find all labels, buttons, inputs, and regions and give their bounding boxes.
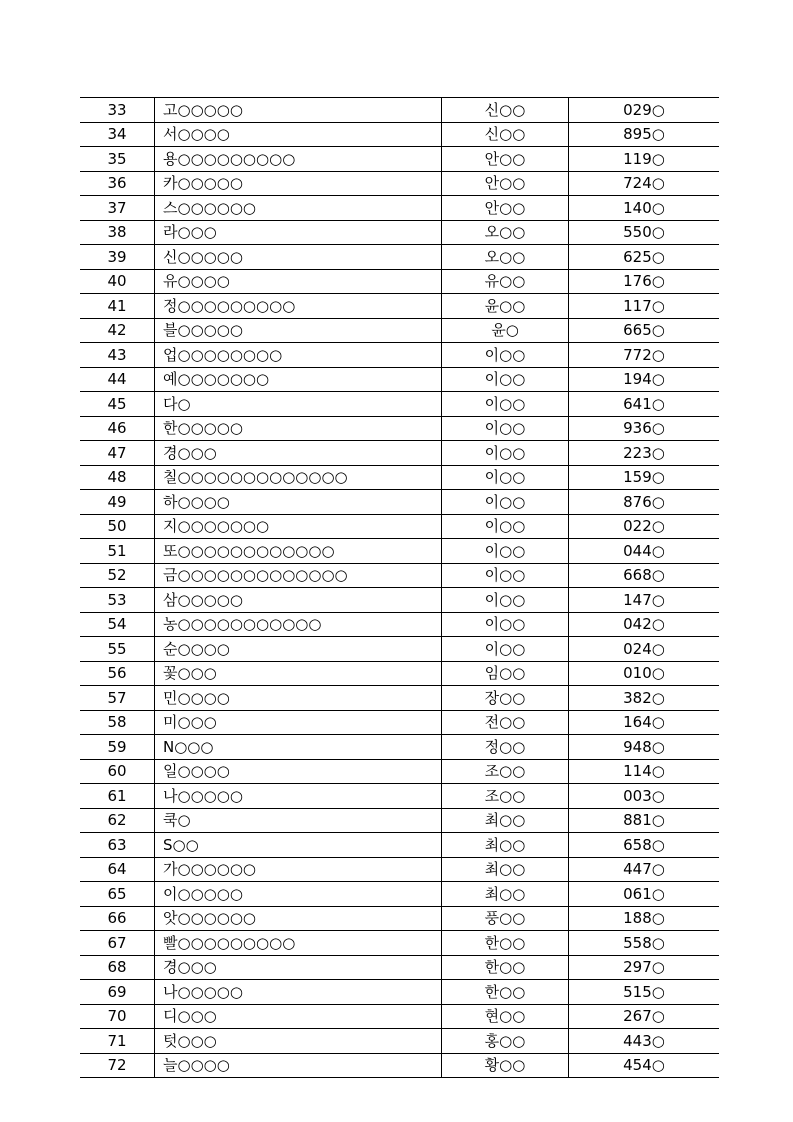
table-row (80, 245, 719, 270)
code-cell: 454○ (569, 1053, 720, 1078)
table-row (80, 637, 719, 662)
table-row (80, 171, 719, 196)
table-row (80, 539, 719, 564)
representative-cell: 신○○ (442, 122, 569, 147)
representative-cell: 정○○ (442, 735, 569, 760)
row-number-cell: 48 (80, 465, 155, 490)
business-name-cell: 서○○○○ (155, 122, 442, 147)
row-number-cell: 50 (80, 514, 155, 539)
row-number-cell: 40 (80, 269, 155, 294)
representative-cell: 신○○ (442, 98, 569, 123)
representative-cell: 유○○ (442, 269, 569, 294)
representative-cell: 이○○ (442, 343, 569, 368)
row-number-cell: 65 (80, 882, 155, 907)
business-name-cell: 또○○○○○○○○○○○○ (155, 539, 442, 564)
code-cell: 022○ (569, 514, 720, 539)
representative-cell: 안○○ (442, 171, 569, 196)
code-cell: 044○ (569, 539, 720, 564)
representative-cell: 이○○ (442, 367, 569, 392)
representative-cell: 이○○ (442, 392, 569, 417)
representative-cell: 오○○ (442, 220, 569, 245)
representative-cell: 이○○ (442, 588, 569, 613)
code-cell: 223○ (569, 441, 720, 466)
row-number-cell: 62 (80, 808, 155, 833)
code-cell: 641○ (569, 392, 720, 417)
table-row (80, 98, 719, 123)
business-name-cell: 농○○○○○○○○○○○ (155, 612, 442, 637)
representative-cell: 한○○ (442, 931, 569, 956)
row-number-cell: 34 (80, 122, 155, 147)
business-name-cell: 순○○○○ (155, 637, 442, 662)
representative-cell: 홍○○ (442, 1029, 569, 1054)
table-row (80, 980, 719, 1005)
representative-cell: 안○○ (442, 147, 569, 172)
code-cell: 443○ (569, 1029, 720, 1054)
table-row (80, 269, 719, 294)
business-name-cell: 쿡○ (155, 808, 442, 833)
business-name-cell: 삼○○○○○ (155, 588, 442, 613)
representative-cell: 이○○ (442, 490, 569, 515)
business-name-cell: S○○ (155, 833, 442, 858)
row-number-cell: 38 (80, 220, 155, 245)
representative-cell: 조○○ (442, 759, 569, 784)
row-number-cell: 58 (80, 710, 155, 735)
row-number-cell: 42 (80, 318, 155, 343)
business-name-cell: 늘○○○○ (155, 1053, 442, 1078)
code-cell: 176○ (569, 269, 720, 294)
code-cell: 625○ (569, 245, 720, 270)
representative-cell: 최○○ (442, 882, 569, 907)
row-number-cell: 44 (80, 367, 155, 392)
representative-cell: 한○○ (442, 955, 569, 980)
row-number-cell: 63 (80, 833, 155, 858)
code-cell: 382○ (569, 686, 720, 711)
table-row (80, 784, 719, 809)
table-row (80, 343, 719, 368)
row-number-cell: 64 (80, 857, 155, 882)
table-row (80, 220, 719, 245)
business-name-cell: 일○○○○ (155, 759, 442, 784)
code-cell: 881○ (569, 808, 720, 833)
code-cell: 558○ (569, 931, 720, 956)
table-row (80, 416, 719, 441)
business-name-cell: 나○○○○○ (155, 980, 442, 1005)
representative-cell: 이○○ (442, 612, 569, 637)
code-cell: 948○ (569, 735, 720, 760)
row-number-cell: 37 (80, 196, 155, 221)
code-cell: 936○ (569, 416, 720, 441)
code-cell: 042○ (569, 612, 720, 637)
table-row (80, 1029, 719, 1054)
business-name-cell: 블○○○○○ (155, 318, 442, 343)
business-name-cell: 디○○○ (155, 1004, 442, 1029)
representative-cell: 최○○ (442, 833, 569, 858)
table-row (80, 1004, 719, 1029)
table-row (80, 710, 719, 735)
business-name-cell: 이○○○○○ (155, 882, 442, 907)
row-number-cell: 39 (80, 245, 155, 270)
table-row (80, 906, 719, 931)
code-cell: 061○ (569, 882, 720, 907)
code-cell: 447○ (569, 857, 720, 882)
business-name-cell: 민○○○○ (155, 686, 442, 711)
table-row (80, 367, 719, 392)
row-number-cell: 47 (80, 441, 155, 466)
business-name-cell: 경○○○ (155, 441, 442, 466)
table-row (80, 955, 719, 980)
representative-cell: 윤○ (442, 318, 569, 343)
representative-cell: 안○○ (442, 196, 569, 221)
row-number-cell: 66 (80, 906, 155, 931)
code-cell: 003○ (569, 784, 720, 809)
code-cell: 267○ (569, 1004, 720, 1029)
representative-cell: 이○○ (442, 514, 569, 539)
row-number-cell: 61 (80, 784, 155, 809)
table-row (80, 833, 719, 858)
business-name-cell: 금○○○○○○○○○○○○○ (155, 563, 442, 588)
table-row (80, 808, 719, 833)
business-name-cell: 카○○○○○ (155, 171, 442, 196)
table-row (80, 661, 719, 686)
table-row (80, 196, 719, 221)
row-number-cell: 52 (80, 563, 155, 588)
business-name-cell: 하○○○○ (155, 490, 442, 515)
representative-cell: 최○○ (442, 857, 569, 882)
business-name-cell: 신○○○○○ (155, 245, 442, 270)
business-name-cell: 한○○○○○ (155, 416, 442, 441)
representative-cell: 장○○ (442, 686, 569, 711)
table-row (80, 563, 719, 588)
business-name-cell: 앗○○○○○○ (155, 906, 442, 931)
code-cell: 668○ (569, 563, 720, 588)
table-row (80, 882, 719, 907)
row-number-cell: 51 (80, 539, 155, 564)
representative-cell: 이○○ (442, 563, 569, 588)
code-cell: 119○ (569, 147, 720, 172)
representative-cell: 풍○○ (442, 906, 569, 931)
business-name-cell: 나○○○○○ (155, 784, 442, 809)
business-name-cell: 미○○○ (155, 710, 442, 735)
row-number-cell: 60 (80, 759, 155, 784)
business-name-cell: 가○○○○○○ (155, 857, 442, 882)
code-cell: 029○ (569, 98, 720, 123)
code-cell: 772○ (569, 343, 720, 368)
code-cell: 665○ (569, 318, 720, 343)
row-number-cell: 53 (80, 588, 155, 613)
code-cell: 297○ (569, 955, 720, 980)
representative-cell: 이○○ (442, 637, 569, 662)
row-number-cell: 56 (80, 661, 155, 686)
business-name-cell: 빨○○○○○○○○○ (155, 931, 442, 956)
code-cell: 895○ (569, 122, 720, 147)
business-name-cell: 고○○○○○ (155, 98, 442, 123)
business-name-cell: N○○○ (155, 735, 442, 760)
table-row (80, 318, 719, 343)
table-body (80, 98, 719, 1078)
row-number-cell: 71 (80, 1029, 155, 1054)
representative-cell: 이○○ (442, 441, 569, 466)
row-number-cell: 43 (80, 343, 155, 368)
business-name-cell: 칠○○○○○○○○○○○○○ (155, 465, 442, 490)
code-cell: 159○ (569, 465, 720, 490)
code-cell: 194○ (569, 367, 720, 392)
code-cell: 147○ (569, 588, 720, 613)
business-name-cell: 다○ (155, 392, 442, 417)
code-cell: 876○ (569, 490, 720, 515)
row-number-cell: 36 (80, 171, 155, 196)
business-name-cell: 경○○○ (155, 955, 442, 980)
business-name-cell: 라○○○ (155, 220, 442, 245)
table-row (80, 686, 719, 711)
table-row (80, 392, 719, 417)
row-number-cell: 69 (80, 980, 155, 1005)
row-number-cell: 68 (80, 955, 155, 980)
business-name-cell: 꽃○○○ (155, 661, 442, 686)
representative-cell: 이○○ (442, 539, 569, 564)
row-number-cell: 55 (80, 637, 155, 662)
row-number-cell: 59 (80, 735, 155, 760)
row-number-cell: 70 (80, 1004, 155, 1029)
business-name-cell: 스○○○○○○ (155, 196, 442, 221)
row-number-cell: 41 (80, 294, 155, 319)
representative-cell: 오○○ (442, 245, 569, 270)
table-row (80, 1053, 719, 1078)
representative-cell: 황○○ (442, 1053, 569, 1078)
code-cell: 724○ (569, 171, 720, 196)
table-row (80, 465, 719, 490)
representative-cell: 한○○ (442, 980, 569, 1005)
representative-cell: 현○○ (442, 1004, 569, 1029)
business-name-cell: 지○○○○○○○ (155, 514, 442, 539)
code-cell: 024○ (569, 637, 720, 662)
code-cell: 550○ (569, 220, 720, 245)
business-name-cell: 유○○○○ (155, 269, 442, 294)
row-number-cell: 49 (80, 490, 155, 515)
code-cell: 117○ (569, 294, 720, 319)
table-row (80, 147, 719, 172)
code-cell: 164○ (569, 710, 720, 735)
business-name-cell: 정○○○○○○○○○ (155, 294, 442, 319)
representative-cell: 이○○ (442, 465, 569, 490)
code-cell: 188○ (569, 906, 720, 931)
table-row (80, 857, 719, 882)
row-number-cell: 57 (80, 686, 155, 711)
table-row (80, 490, 719, 515)
business-list-table (80, 97, 719, 1078)
table-row (80, 122, 719, 147)
code-cell: 010○ (569, 661, 720, 686)
table-row (80, 294, 719, 319)
business-name-cell: 용○○○○○○○○○ (155, 147, 442, 172)
row-number-cell: 72 (80, 1053, 155, 1078)
table-row (80, 514, 719, 539)
row-number-cell: 46 (80, 416, 155, 441)
representative-cell: 최○○ (442, 808, 569, 833)
table-row (80, 612, 719, 637)
representative-cell: 이○○ (442, 416, 569, 441)
business-name-cell: 업○○○○○○○○ (155, 343, 442, 368)
business-name-cell: 텃○○○ (155, 1029, 442, 1054)
representative-cell: 임○○ (442, 661, 569, 686)
representative-cell: 조○○ (442, 784, 569, 809)
table-row (80, 931, 719, 956)
row-number-cell: 33 (80, 98, 155, 123)
business-name-cell: 예○○○○○○○ (155, 367, 442, 392)
table-row (80, 759, 719, 784)
row-number-cell: 45 (80, 392, 155, 417)
table-row (80, 441, 719, 466)
table-row (80, 735, 719, 760)
code-cell: 515○ (569, 980, 720, 1005)
row-number-cell: 35 (80, 147, 155, 172)
row-number-cell: 67 (80, 931, 155, 956)
code-cell: 658○ (569, 833, 720, 858)
code-cell: 140○ (569, 196, 720, 221)
representative-cell: 전○○ (442, 710, 569, 735)
row-number-cell: 54 (80, 612, 155, 637)
table-row (80, 588, 719, 613)
representative-cell: 윤○○ (442, 294, 569, 319)
code-cell: 114○ (569, 759, 720, 784)
